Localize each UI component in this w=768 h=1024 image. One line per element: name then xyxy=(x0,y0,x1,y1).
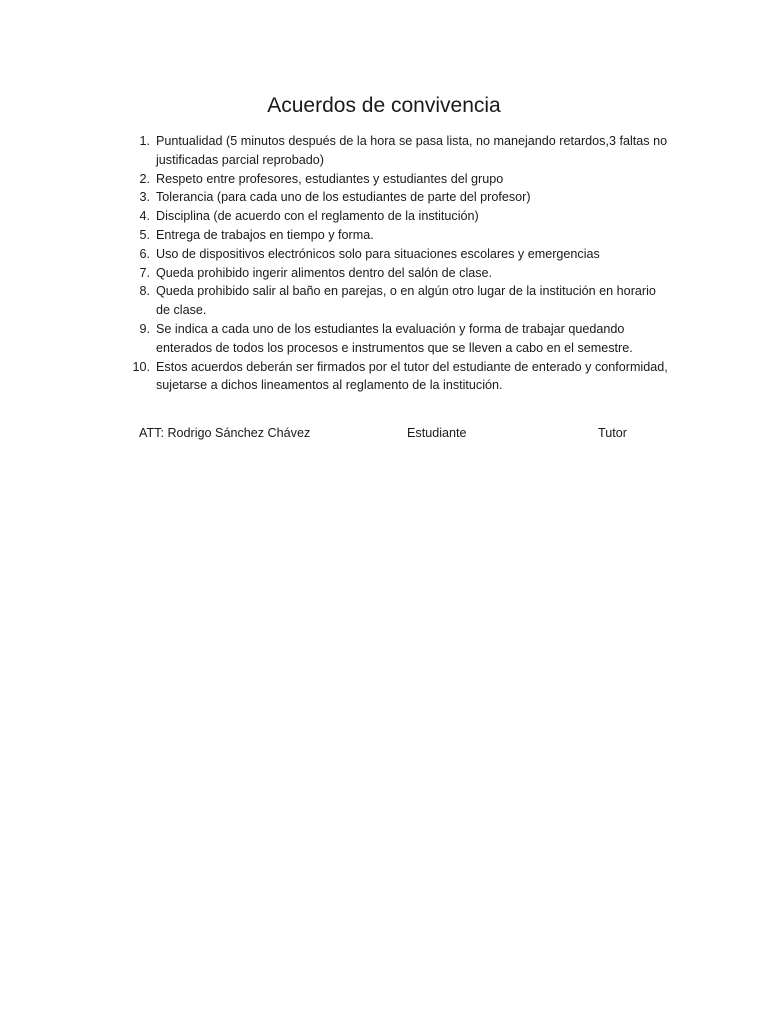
item-number: 2. xyxy=(139,171,150,186)
agreements-list xyxy=(128,132,668,395)
signature-student: Estudiante xyxy=(407,426,467,440)
list-item xyxy=(128,188,668,207)
item-text: Se indica a cada uno de los estudiantes la evaluación y forma de trabajar quedando enterados de todos los procesos e instrumentos que se lleven a cabo en el semestre. xyxy=(156,321,633,355)
item-text: Respeto entre profesores, estudiantes y estudiantes del grupo xyxy=(156,171,504,186)
item-text: Entrega de trabajos en tiempo y forma. xyxy=(156,227,374,242)
item-number: 3. xyxy=(139,190,150,205)
item-number: 10. xyxy=(132,359,150,374)
item-text: Queda prohibido salir al baño en parejas, o en algún otro lugar de la institución en horario de clase. xyxy=(156,284,656,318)
list-item xyxy=(128,282,668,320)
item-number: 9. xyxy=(139,321,150,336)
list-item xyxy=(128,170,668,189)
signature-tutor: Tutor xyxy=(598,426,627,440)
item-number: 5. xyxy=(139,227,150,242)
item-number: 6. xyxy=(139,246,150,261)
list-item xyxy=(128,358,668,396)
document-title: Acuerdos de convivencia xyxy=(267,94,501,117)
list-item xyxy=(128,245,668,264)
item-number: 4. xyxy=(139,209,150,224)
list-item xyxy=(128,320,668,358)
list-item xyxy=(128,132,668,170)
signature-att: ATT: Rodrigo Sánchez Chávez xyxy=(139,426,311,440)
item-text: Queda prohibido ingerir alimentos dentro del salón de clase. xyxy=(156,265,493,280)
item-number: 7. xyxy=(139,265,150,280)
list-item xyxy=(128,226,668,245)
item-text: Puntualidad (5 minutos después de la hora se pasa lista, no manejando retardos,3 faltas no justificadas parcial reprobado) xyxy=(156,134,668,167)
item-text: Tolerancia (para cada uno de los estudiantes de parte del profesor) xyxy=(156,190,531,205)
item-number: 8. xyxy=(139,284,150,299)
item-text: Estos acuerdos deberán ser firmados por el tutor del estudiante de enterado y conformidad, sujetarse a dichos lineamentos al reglamento de la institución. xyxy=(156,359,668,393)
item-text: Uso de dispositivos electrónicos solo para situaciones escolares y emergencias xyxy=(156,246,600,261)
item-number: 1. xyxy=(139,134,150,148)
list-item xyxy=(128,207,668,226)
item-text: Disciplina (de acuerdo con el reglamento de la institución) xyxy=(156,209,479,224)
list-item xyxy=(128,264,668,283)
